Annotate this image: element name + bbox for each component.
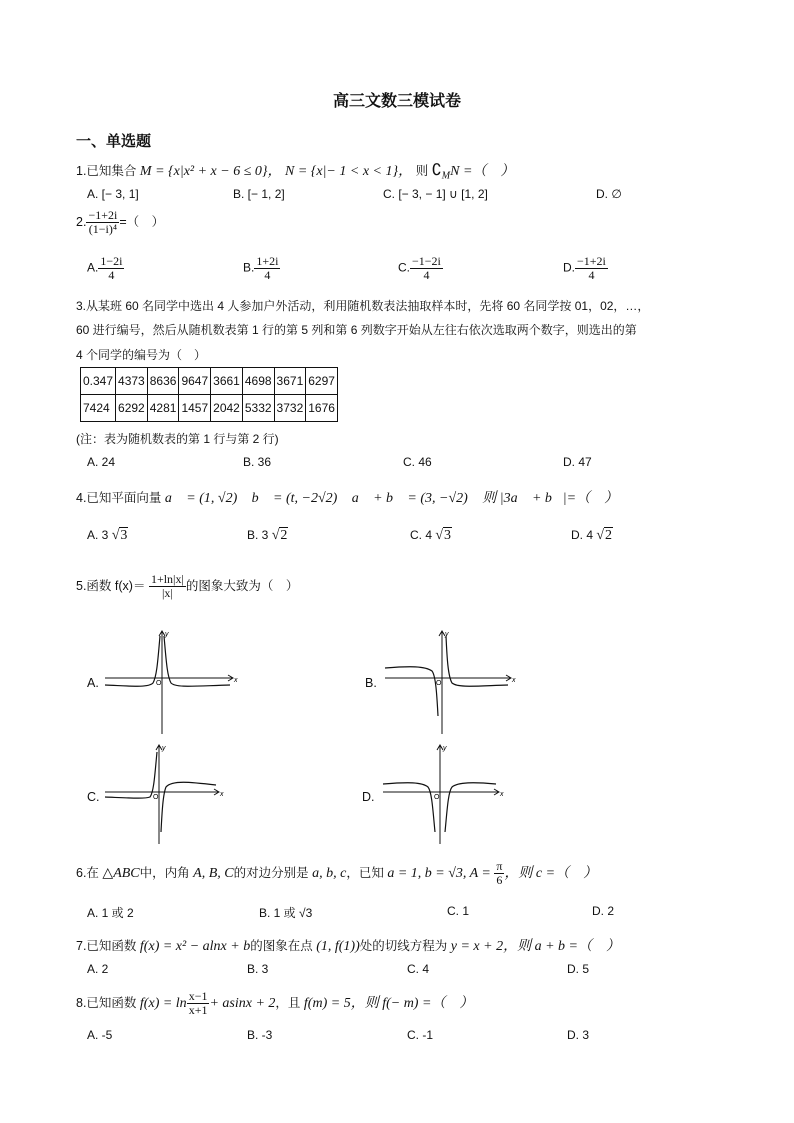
question-6 bbox=[76, 860, 597, 887]
q7-point: (1, f(1)) bbox=[316, 939, 360, 954]
q8-function-rhs: + asinx + 2 bbox=[209, 995, 276, 1011]
q8-function-lhs: f(x) = ln bbox=[139, 995, 187, 1011]
q1-m-set: M = {x|x² + x − 6 ≤ 0}， bbox=[139, 164, 282, 179]
q2-option-d[interactable] bbox=[563, 255, 608, 282]
table-cell: 3732 bbox=[274, 395, 306, 422]
q2-option-b-fraction bbox=[254, 255, 280, 282]
q2-option-b-label: B. bbox=[243, 260, 255, 275]
page-title: 高三文数三模试卷 bbox=[332, 93, 461, 110]
q4-prefix: 4.已知平面向量 bbox=[76, 491, 162, 505]
q2-prefix: 2. bbox=[76, 214, 87, 229]
q3-option-d[interactable]: D. 47 bbox=[563, 455, 592, 469]
y-axis-label: y bbox=[165, 631, 169, 638]
q6-mid: 中，内角 bbox=[139, 865, 190, 880]
q5-fraction bbox=[149, 573, 186, 600]
q8-condition: f(m) = 5 bbox=[303, 995, 351, 1011]
q5-option-b-label[interactable]: B. bbox=[365, 676, 377, 690]
q5-option-a-label[interactable]: A. bbox=[87, 676, 99, 690]
q4-option-b-label: B. 3 bbox=[247, 528, 269, 542]
sqrt-symbol: √2 bbox=[271, 528, 288, 543]
q2-numerator: −1+2i bbox=[88, 208, 118, 222]
q5-denominator: |x| bbox=[161, 586, 173, 600]
q8-option-d[interactable]: D. 3 bbox=[567, 1028, 590, 1042]
q3-line-2: 60 进行编号，然后从随机数表第 1 行的第 5 列和第 6 列数字开始从左往右依次选取两个数字，则选出的第 bbox=[76, 323, 637, 337]
q2-option-d-label: D. bbox=[563, 260, 575, 275]
q4-vector-a: a⃗ = (1, √2)， bbox=[164, 491, 249, 506]
q1-option-d[interactable]: D. ∅ bbox=[596, 187, 622, 201]
q7-function: f(x) = x² − alnx + b bbox=[139, 939, 251, 954]
q1-option-b[interactable]: B. [− 1, 2] bbox=[233, 187, 285, 201]
q2-option-a-num: 1−2i bbox=[100, 254, 123, 268]
sqrt-symbol: √2 bbox=[596, 528, 613, 543]
q2-denominator: (1−i)⁴ bbox=[88, 222, 118, 236]
q5-option-d-label[interactable]: D. bbox=[362, 790, 375, 804]
q3-line-3: 4 个同学的编号为（ ） bbox=[76, 348, 207, 362]
table-cell: 9647 bbox=[179, 368, 211, 395]
q6-angle-fraction bbox=[494, 860, 504, 887]
q3-option-b[interactable]: B. 36 bbox=[243, 455, 272, 469]
q4-option-b[interactable] bbox=[247, 528, 288, 544]
table-cell: 4373 bbox=[116, 368, 148, 395]
q5-option-c-label[interactable]: C. bbox=[87, 790, 100, 804]
question-5 bbox=[76, 573, 298, 600]
table-cell: 5332 bbox=[242, 395, 274, 422]
complement-symbol: ∁ bbox=[431, 162, 442, 179]
q2-option-a-label: A. bbox=[87, 260, 99, 275]
q2-option-c[interactable] bbox=[398, 255, 443, 282]
q6-triangle: △ABC bbox=[102, 865, 140, 881]
q1-option-a[interactable]: A. [− 3, 1] bbox=[87, 187, 139, 201]
q2-option-b[interactable] bbox=[243, 255, 280, 282]
table-row bbox=[81, 395, 338, 422]
sqrt-symbol: √3 bbox=[435, 528, 452, 543]
q4-option-a-radicand: 3 bbox=[120, 528, 128, 543]
table-row bbox=[81, 368, 338, 395]
q7-option-b[interactable]: B. 3 bbox=[247, 962, 269, 976]
q8-option-c[interactable]: C. -1 bbox=[407, 1028, 434, 1042]
q2-option-c-label: C. bbox=[398, 260, 410, 275]
q2-fraction bbox=[86, 209, 119, 236]
y-axis-label: y bbox=[445, 631, 449, 638]
q2-option-c-num: −1−2i bbox=[412, 254, 441, 268]
table-cell: 1457 bbox=[179, 395, 211, 422]
origin-label: O bbox=[153, 794, 159, 801]
q4-option-b-radicand: 2 bbox=[280, 528, 288, 543]
q8-fraction bbox=[187, 990, 210, 1017]
q7-option-c[interactable]: C. 4 bbox=[407, 962, 430, 976]
q2-option-a[interactable] bbox=[87, 255, 124, 282]
q6-prefix: 6.在 bbox=[76, 865, 99, 880]
graph-option-a[interactable] bbox=[100, 628, 245, 736]
q7-mid: 的图象在点 bbox=[250, 939, 313, 953]
q2-option-d-fraction bbox=[575, 255, 608, 282]
q6-angle-num: π bbox=[496, 859, 503, 873]
q8-denominator: x+1 bbox=[188, 1003, 208, 1017]
q6-angle-den: 6 bbox=[496, 873, 503, 887]
q7-prefix: 7.已知函数 bbox=[76, 939, 137, 953]
table-cell: 6292 bbox=[116, 395, 148, 422]
q8-numerator: x−1 bbox=[188, 989, 208, 1003]
q7-tail: ，则 a + b =（ ） bbox=[503, 939, 620, 954]
q3-option-a[interactable]: A. 24 bbox=[87, 455, 116, 469]
q6-mid3: ，已知 bbox=[346, 865, 384, 880]
table-cell: 3661 bbox=[211, 368, 243, 395]
graph-option-b[interactable] bbox=[380, 628, 525, 736]
table-cell: 3671 bbox=[274, 368, 306, 395]
q4-ask: 则 |3a⃗ + b⃗|=（ ） bbox=[482, 491, 619, 506]
q2-option-b-den: 4 bbox=[264, 268, 271, 282]
table-cell: 2042 bbox=[211, 395, 243, 422]
q4-option-c-label: C. 4 bbox=[410, 528, 433, 542]
x-axis-label: x bbox=[220, 791, 224, 798]
q8-mid: ，且 bbox=[275, 995, 301, 1010]
x-axis-label: x bbox=[234, 677, 238, 684]
question-4 bbox=[76, 487, 618, 507]
q4-vector-sum: a⃗ + b⃗ = (3, −√2)， bbox=[351, 491, 479, 506]
q6-option-d[interactable]: D. 2 bbox=[592, 904, 615, 918]
q6-angles: A, B, C bbox=[193, 865, 234, 881]
x-axis-label: x bbox=[500, 791, 504, 798]
q6-given: a = 1, b = √3, A = bbox=[387, 865, 491, 881]
question-8 bbox=[76, 990, 473, 1017]
graph-option-c[interactable] bbox=[100, 742, 235, 847]
table-cell: 1676 bbox=[306, 395, 338, 422]
section-heading: 一、单选题 bbox=[76, 133, 152, 150]
q2-tail: =（ ） bbox=[119, 214, 165, 229]
table-cell: 7424 bbox=[81, 395, 116, 422]
q5-numerator: 1+ln|x| bbox=[150, 572, 184, 586]
q2-option-d-den: 4 bbox=[588, 268, 595, 282]
y-axis-label: y bbox=[443, 745, 447, 752]
origin-label: O bbox=[436, 680, 442, 687]
x-axis-label: x bbox=[512, 677, 516, 684]
q4-option-d-radicand: 2 bbox=[605, 528, 613, 543]
q8-prefix: 8.已知函数 bbox=[76, 995, 137, 1010]
q1-ask: 则 bbox=[415, 164, 429, 178]
graph-option-d[interactable] bbox=[378, 742, 518, 847]
q7-mid2: 处的切线方程为 bbox=[359, 939, 448, 953]
question-7 bbox=[76, 935, 620, 955]
q4-vector-b: b⃗ = (t, −2√2)， bbox=[251, 491, 349, 506]
q7-option-d[interactable]: D. 5 bbox=[567, 962, 590, 976]
q6-option-a[interactable]: A. 1 或 2 bbox=[87, 906, 134, 920]
table-cell: 0.347 bbox=[81, 368, 116, 395]
q4-option-a-label: A. 3 bbox=[87, 528, 109, 542]
q7-line: y = x + 2 bbox=[450, 939, 504, 954]
q4-option-c[interactable] bbox=[410, 528, 452, 544]
q1-option-c[interactable]: C. [− 3, − 1] ∪ [1, 2] bbox=[383, 187, 488, 201]
origin-label: O bbox=[156, 680, 162, 687]
table-cell: 8636 bbox=[147, 368, 179, 395]
q6-tail: ，则 c =（ ） bbox=[504, 865, 598, 881]
q2-option-c-fraction bbox=[410, 255, 443, 282]
q4-option-d[interactable] bbox=[571, 528, 613, 544]
q6-sides: a, b, c bbox=[312, 865, 347, 881]
q6-option-c[interactable]: C. 1 bbox=[447, 904, 470, 918]
q2-option-a-fraction bbox=[98, 255, 124, 282]
table-cell: 6297 bbox=[306, 368, 338, 395]
q2-option-d-num: −1+2i bbox=[577, 254, 606, 268]
q8-option-a[interactable]: A. -5 bbox=[87, 1028, 113, 1042]
origin-label: O bbox=[434, 794, 440, 801]
q4-option-c-radicand: 3 bbox=[444, 528, 452, 543]
random-number-table bbox=[80, 367, 338, 422]
table-cell: 4698 bbox=[242, 368, 274, 395]
question-2 bbox=[76, 209, 164, 236]
q3-note: (注：表为随机数表的第 1 行与第 2 行) bbox=[76, 432, 279, 446]
complement-subscript: M bbox=[441, 170, 451, 182]
q4-option-d-label: D. 4 bbox=[571, 528, 594, 542]
q4-option-a[interactable] bbox=[87, 528, 128, 544]
q2-option-b-num: 1+2i bbox=[256, 254, 279, 268]
q1-n-set: N = {x|− 1 < x < 1}， bbox=[284, 164, 413, 179]
q3-line-1: 3.从某班 60 名同学中选出 4 人参加户外活动，利用随机数表法抽取样本时，先将 60 名同学按 01，02，…， bbox=[76, 299, 650, 313]
q6-mid2: 的对边分别是 bbox=[233, 865, 309, 880]
q8-option-b[interactable]: B. -3 bbox=[247, 1028, 273, 1042]
q5-prefix: 5.函数 f(x)＝ bbox=[76, 578, 146, 593]
q7-option-a[interactable]: A. 2 bbox=[87, 962, 109, 976]
sqrt-symbol: √3 bbox=[111, 528, 128, 543]
q5-tail: 的图象大致为（ ） bbox=[185, 578, 299, 593]
question-1 bbox=[76, 160, 514, 182]
y-axis-label: y bbox=[162, 745, 166, 752]
q6-option-b[interactable]: B. 1 或 √3 bbox=[259, 906, 313, 920]
table-cell: 4281 bbox=[147, 395, 179, 422]
q8-tail: ，则 f(− m) =（ ） bbox=[350, 995, 474, 1011]
q1-tail: N =（ ） bbox=[450, 164, 515, 179]
q1-prefix: 1.已知集合 bbox=[76, 164, 137, 178]
q3-option-c[interactable]: C. 46 bbox=[403, 455, 432, 469]
q2-option-c-den: 4 bbox=[423, 268, 430, 282]
q2-option-a-den: 4 bbox=[108, 268, 115, 282]
